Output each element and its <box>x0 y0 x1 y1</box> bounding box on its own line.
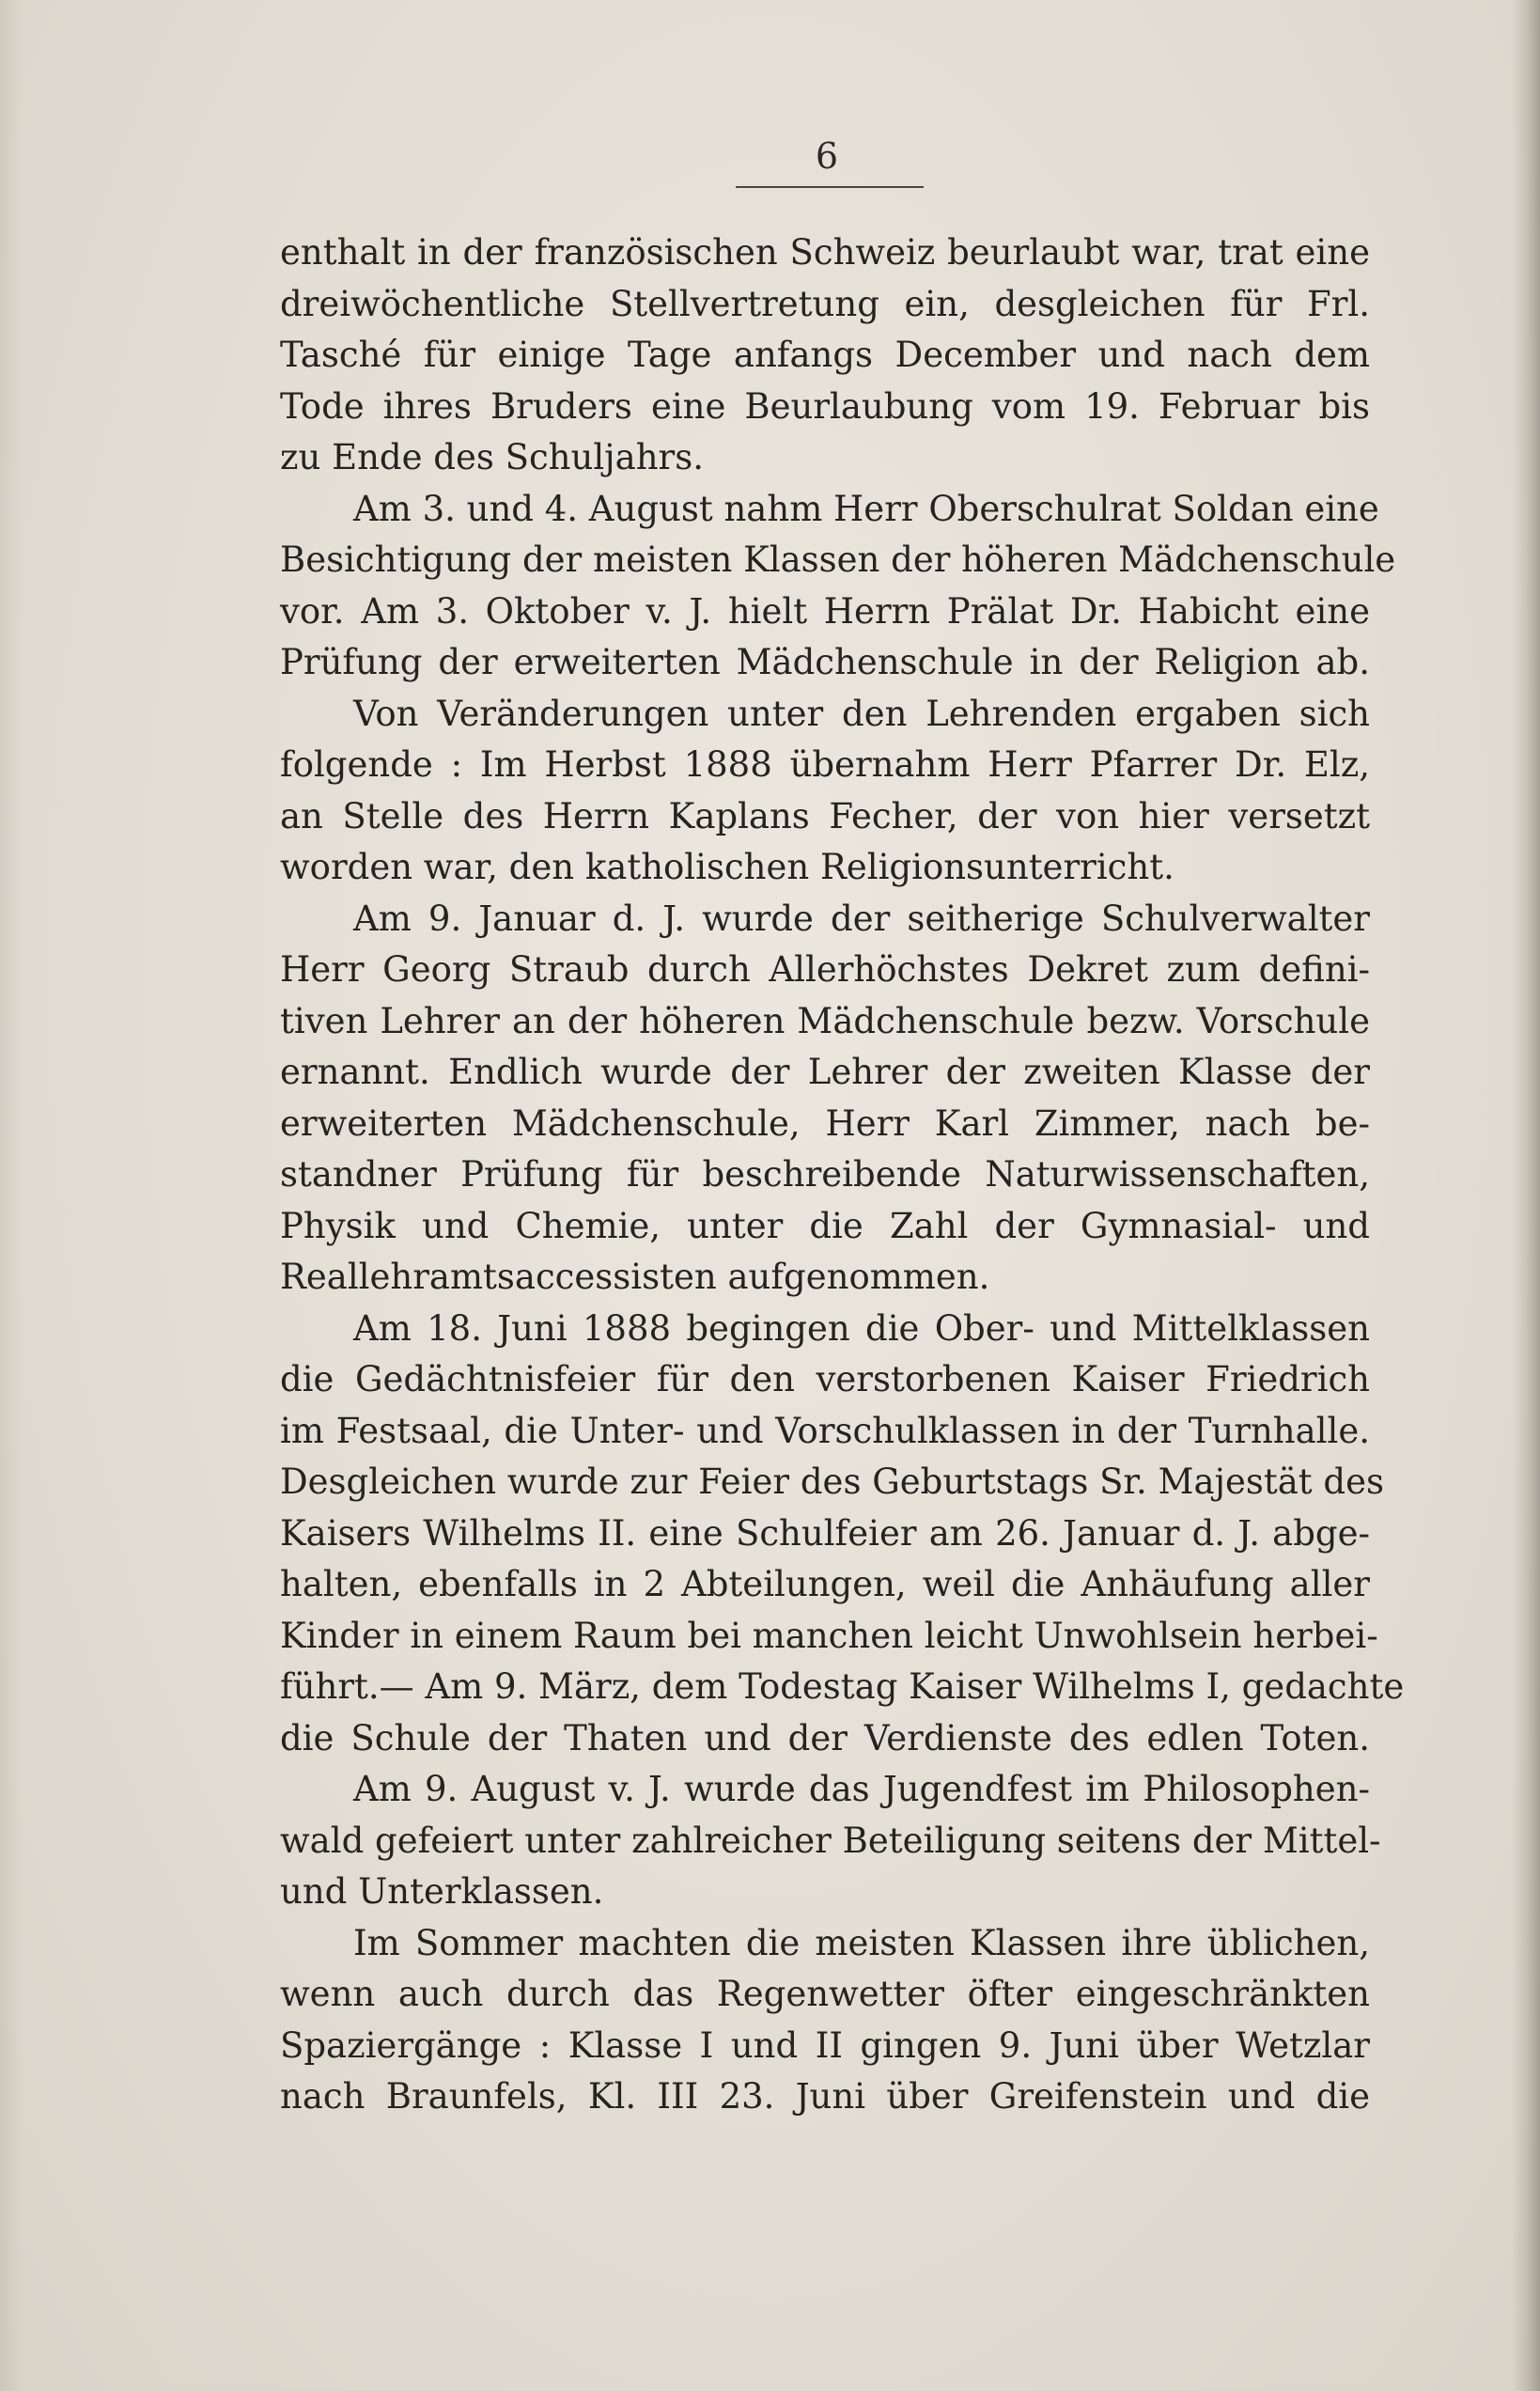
text-line: vor. Am 3. Oktober v. J. hielt Herrn Prälat Dr. Habicht eine <box>280 590 1370 632</box>
text-line: an Stelle des Herrn Kaplans Fecher, der von hier versetzt <box>280 795 1370 836</box>
text-line: Tasché für einige Tage anfangs December und nach dem <box>280 335 1370 375</box>
page-number: 6 <box>815 135 839 177</box>
text-line: wenn auch durch das Regenwetter öfter eingeschränkten <box>280 1974 1370 2014</box>
body-text <box>280 227 1405 2123</box>
text-line: nach Braunfels, Kl. III 23. Juni über Greifenstein und die <box>280 2076 1370 2117</box>
text-line: Am 9. August v. J. wurde das Jugendfest im Philosophen- <box>353 1769 1370 1809</box>
text-line: Am 9. Januar d. J. wurde der seitherige Schulverwalter <box>353 898 1370 939</box>
text-line: Reallehramtsaccessisten aufgenommen. <box>280 1257 990 1297</box>
text-line: tiven Lehrer an der höheren Mädchenschule bezw. Vorschule <box>280 1000 1370 1041</box>
text-line: Kaisers Wilhelms II. eine Schulfeier am 26. Januar d. J. abge- <box>280 1512 1370 1554</box>
text-line: Prüfung der erweiterten Mädchenschule in der Religion ab. <box>280 642 1370 682</box>
text-line: zu Ende des Schuljahrs. <box>280 437 704 477</box>
text-line: standner Prüfung für beschreibende Naturwissenschaften, <box>280 1154 1370 1195</box>
text-line: enthalt in der französischen Schweiz beurlaubt war, trat eine <box>280 232 1370 273</box>
text-line: die Schule der Thaten und der Verdienste des edlen Toten. <box>280 1717 1370 1758</box>
text-line: Spaziergänge : Klasse I und II gingen 9. Juni über Wetzlar <box>280 2024 1370 2066</box>
text-line: im Festsaal, die Unter- und Vorschulklassen in der Turnhalle. <box>280 1410 1370 1451</box>
page-number-rule <box>736 186 924 188</box>
text-line: Tode ihres Bruders eine Beurlaubung vom 19. Februar bis <box>280 385 1370 427</box>
text-line: die Gedächtnisfeier für den verstorbenen Kaiser Friedrich <box>280 1359 1370 1399</box>
text-line: worden war, den katholischen Religionsunterricht. <box>280 847 1174 887</box>
text-line: und Unterklassen. <box>280 1871 604 1912</box>
text-line: Am 18. Juni 1888 begingen die Ober- und Mittelklassen <box>353 1307 1370 1349</box>
text-line: ernannt. Endlich wurde der Lehrer der zweiten Klasse der <box>280 1052 1370 1092</box>
text-line: halten, ebenfalls in 2 Abteilungen, weil die Anhäufung aller <box>280 1564 1370 1604</box>
page-shadow-left <box>0 0 23 2391</box>
text-line: Physik und Chemie, unter die Zahl der Gymnasial- und <box>280 1205 1370 1246</box>
text-line: erweiterten Mädchenschule, Herr Karl Zimmer, nach be- <box>280 1102 1370 1144</box>
page-shadow-right <box>1512 0 1540 2391</box>
text-line: dreiwöchentliche Stellvertretung ein, desgleichen für Frl. <box>280 283 1370 324</box>
text-line: führt.— Am 9. März, dem Todestag Kaiser Wilhelms I, gedachte <box>280 1666 1405 1707</box>
text-line: Herr Georg Straub durch Allerhöchstes Dekret zum defini- <box>280 949 1370 990</box>
text-line: Kinder in einem Raum bei manchen leicht Unwohlsein herbei- <box>280 1615 1378 1656</box>
text-line: folgende : Im Herbst 1888 übernahm Herr Pfarrer Dr. Elz, <box>280 744 1370 785</box>
text-line: Im Sommer machten die meisten Klassen ihre üblichen, <box>353 1922 1370 1963</box>
text-line: Von Veränderungen unter den Lehrenden ergaben sich <box>353 693 1370 734</box>
text-line: wald gefeiert unter zahlreicher Beteiligung seitens der Mittel- <box>280 1820 1381 1861</box>
text-line: Am 3. und 4. August nahm Herr Oberschulrat Soldan eine <box>353 488 1379 529</box>
text-line: Besichtigung der meisten Klassen der höheren Mädchenschule <box>280 539 1396 580</box>
text-line: Desgleichen wurde zur Feier des Geburtstags Sr. Majestät des <box>280 1461 1384 1502</box>
